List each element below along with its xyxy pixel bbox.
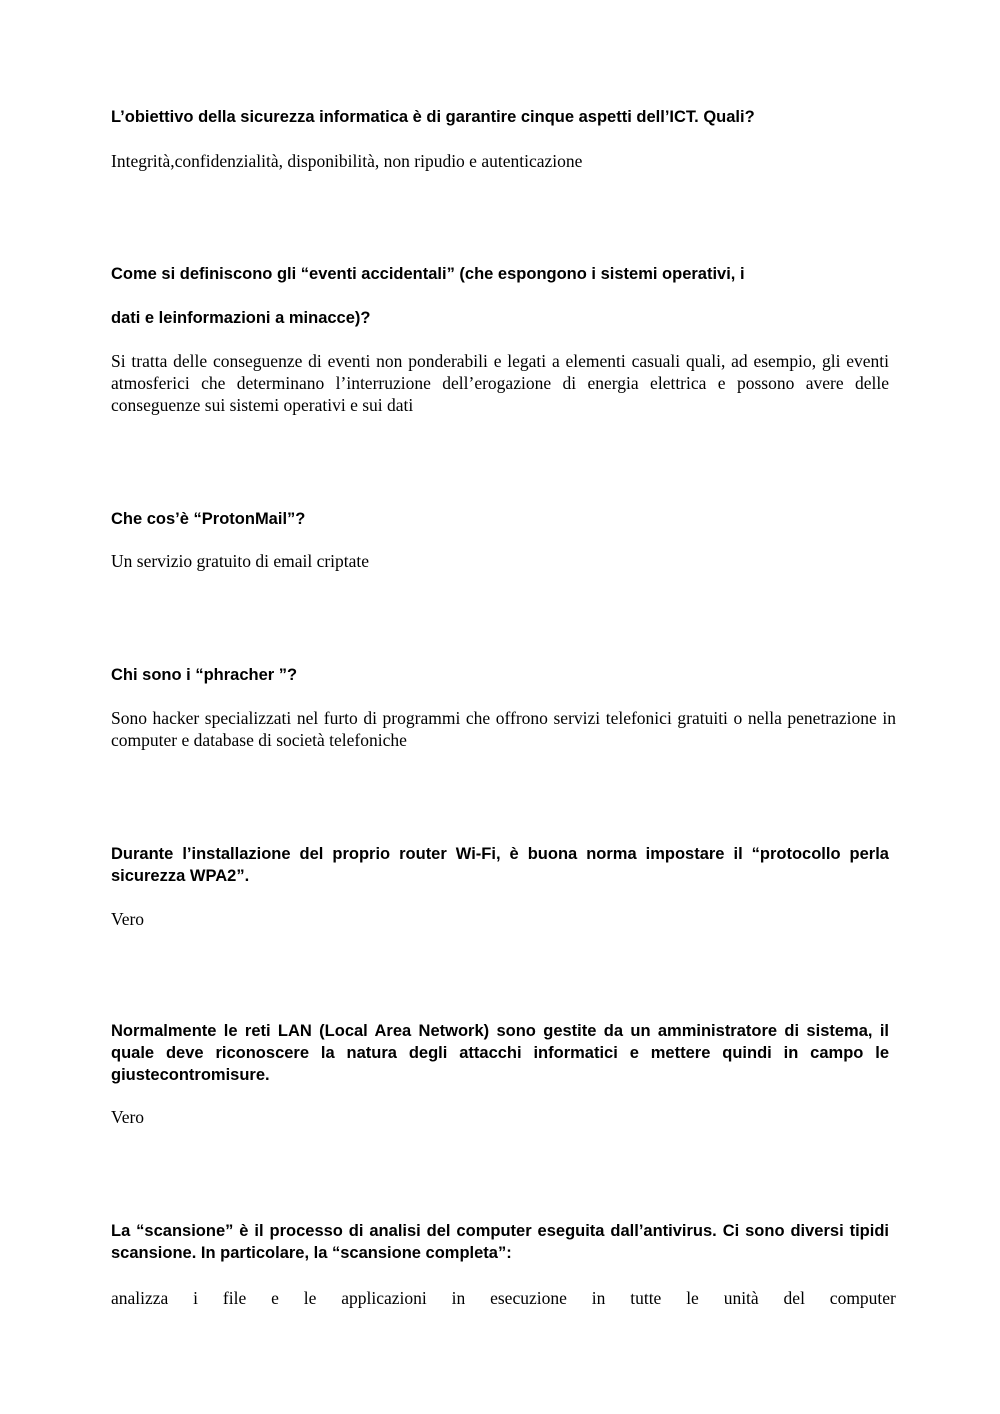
question-6: Normalmente le reti LAN (Local Area Network) sono gestite da un amministratore di sistema, il quale deve riconoscere la natura degli attacchi informatici e mettere quindi in campo le giustecontromisure. xyxy=(111,1022,889,1084)
question-4: Chi sono i “phracher ”? xyxy=(111,666,298,684)
answer-7-word: in xyxy=(591,1288,606,1308)
answer-7-word: i xyxy=(193,1288,199,1308)
answer-6: Vero xyxy=(111,1107,145,1127)
answer-4: Sono hacker specializzati nel furto di programmi che offrono servizi telefonici gratuiti o nella penetrazione in computer e database di società telefoniche xyxy=(111,708,896,750)
question-5: Durante l’installazione del proprio router Wi-Fi, è buona norma impostare il “protocollo perla sicurezza WPA2”. xyxy=(111,845,889,885)
question-2-line-1: Come si definiscono gli “eventi accidentali” (che espongono i sistemi operativi, i xyxy=(111,265,745,283)
answer-7-word: esecuzione xyxy=(490,1288,567,1308)
answer-1: Integrità,confidenzialità, disponibilità, non ripudio e autenticazione xyxy=(111,151,583,171)
answer-3: Un servizio gratuito di email criptate xyxy=(111,551,370,571)
answer-7-word: e xyxy=(271,1288,279,1308)
question-1: L’obiettivo della sicurezza informatica è di garantire cinque aspetti dell’ICT. Quali? xyxy=(111,108,755,126)
answer-7-word: file xyxy=(222,1288,247,1308)
question-2-line-2: dati e leinformazioni a minacce)? xyxy=(111,309,371,327)
answer-7-word: le xyxy=(686,1288,699,1308)
answer-7-word: unità xyxy=(723,1288,759,1308)
answer-7-word: in xyxy=(451,1288,466,1308)
answer-7-word: applicazioni xyxy=(341,1288,427,1308)
answer-7 xyxy=(111,1287,896,1309)
question-3: Che cos’è “ProtonMail”? xyxy=(111,510,306,528)
answer-7-word: analizza xyxy=(111,1288,169,1308)
answer-2: Si tratta delle conseguenze di eventi non ponderabili e legati a elementi casuali quali, ad esempio, gli eventi atmosferici che determinano l’interruzione dell’erogazione di energia elettrica e possono avere delle conseguenze sui sistemi operativi e sui dati xyxy=(111,351,889,415)
answer-7-word: le xyxy=(303,1288,317,1308)
answer-7-word: tutte xyxy=(630,1288,662,1308)
answer-7-word: del xyxy=(783,1288,805,1308)
question-7: La “scansione” è il processo di analisi del computer eseguita dall’antivirus. Ci sono diversi tipidi scansione. In particolare, la “scansione completa”: xyxy=(111,1222,889,1262)
answer-5: Vero xyxy=(111,909,145,929)
answer-7-word: computer xyxy=(829,1288,896,1308)
